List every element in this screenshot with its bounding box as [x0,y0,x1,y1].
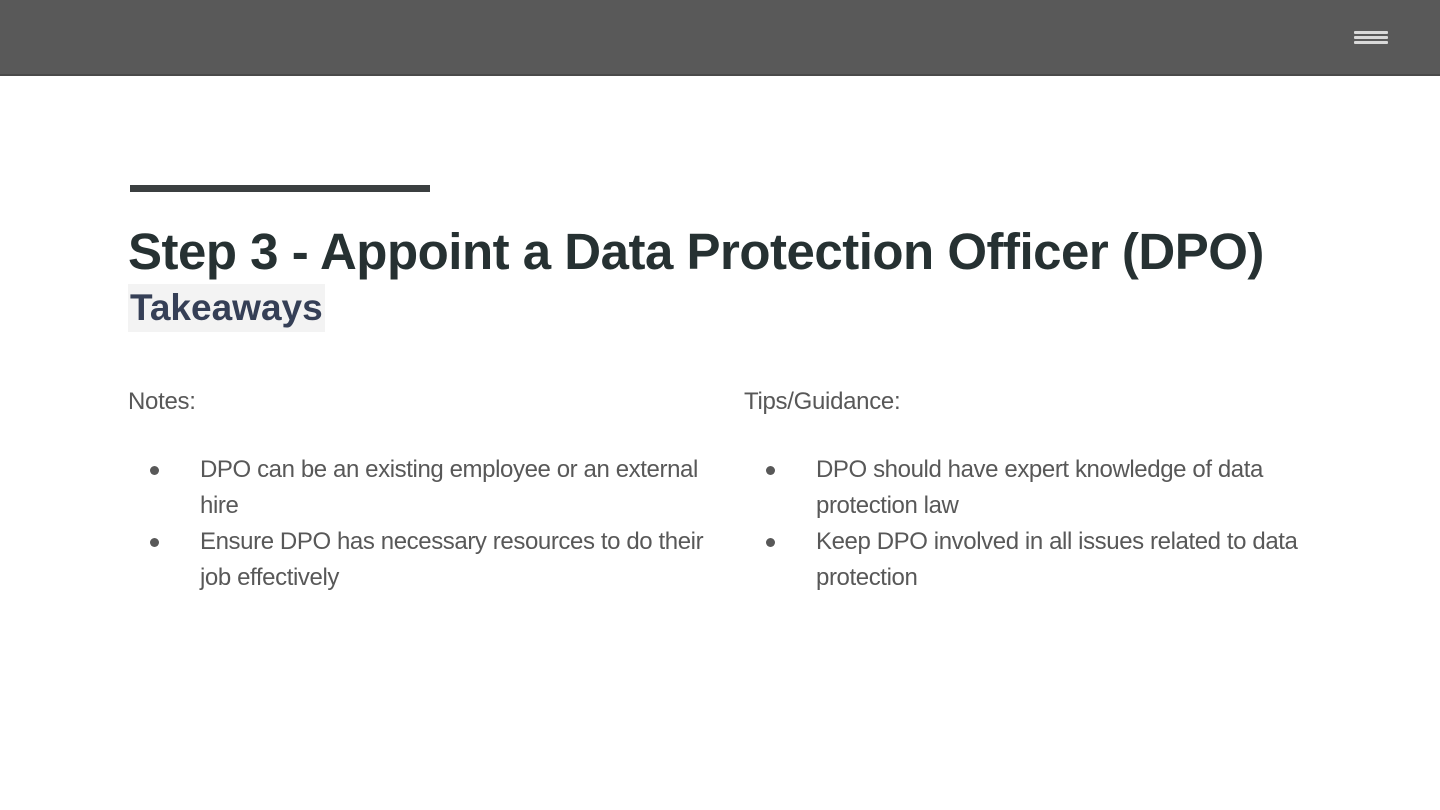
menu-line [1354,31,1388,34]
list-item-text: DPO can be an existing employee or an external hire [200,456,698,519]
menu-line [1354,41,1388,44]
slide-title: Step 3 - Appoint a Data Protection Officer (DPO) [128,223,1264,280]
notes-list [128,452,708,596]
menu-line [1354,36,1388,39]
tips-column [744,384,1334,596]
list-item [128,524,708,596]
bullet-icon [766,538,775,547]
slide-subtitle: Takeaways [128,284,325,332]
list-item [128,452,708,524]
tips-list [744,452,1334,596]
hamburger-menu-icon[interactable] [1348,26,1394,52]
tips-heading: Tips/Guidance: [744,388,901,415]
top-toolbar [0,0,1440,76]
bullet-icon [150,538,159,547]
list-item-text: Keep DPO involved in all issues related to data protection [816,528,1298,591]
bullet-icon [766,466,775,475]
title-accent-rule [130,185,430,192]
notes-heading: Notes: [128,388,196,415]
list-item [744,524,1334,596]
list-item [744,452,1334,524]
bullet-icon [150,466,159,475]
list-item-text: Ensure DPO has necessary resources to do their job effectively [200,528,704,591]
list-item-text: DPO should have expert knowledge of data protection law [816,456,1263,519]
notes-column [128,384,708,596]
